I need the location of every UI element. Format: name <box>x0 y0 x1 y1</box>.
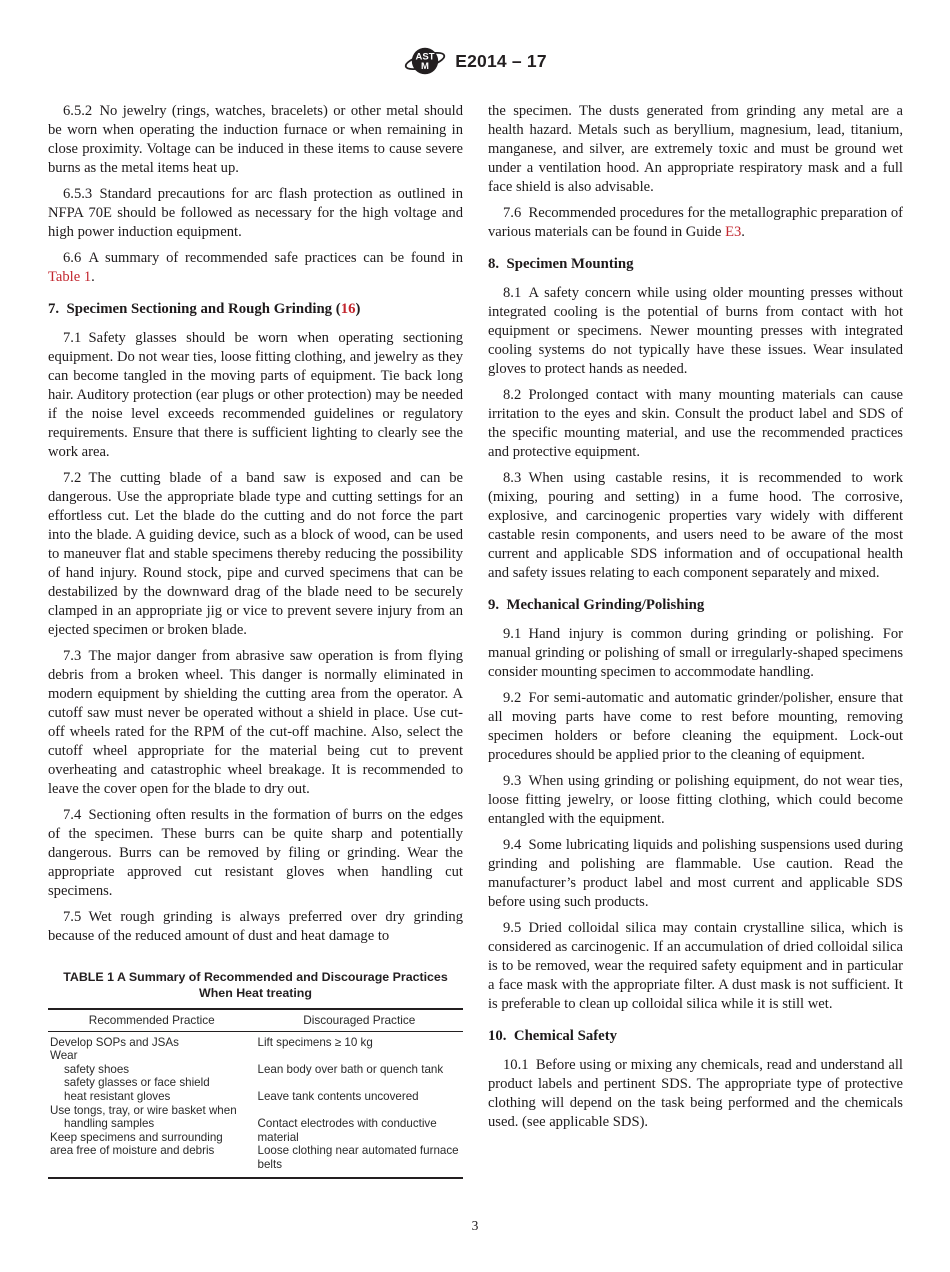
right-column <box>488 102 903 1139</box>
table-1-title <box>48 970 463 1001</box>
two-column-body <box>48 102 903 1179</box>
paragraph-9-3: 9.3 When using grinding or polishing equipment, do not wear ties, loose fitting jewelry, or loose fitting clothing, which could become entangled with the equipment. <box>488 773 903 827</box>
paragraph-9-4: 9.4 Some lubricating liquids and polishing suspensions used during grinding and polishing are flammable. Use caution. Read the manufacturer’s product label and most current and applicable SDS before using such products. <box>488 837 903 910</box>
recommended-practice-header: Recommended Practice <box>48 1009 256 1031</box>
paragraph-9-2: 9.2 For semi-automatic and automatic grinder/polisher, ensure that all moving parts have come to rest before mounting, removing specimen holders or before cleaning the equipment. Lock-out procedures should be applied prior to the cleaning of equipment. <box>488 690 903 763</box>
paragraph-6-6-text: 6.6 A summary of recommended safe practices can be found in <box>63 250 463 266</box>
document-header <box>48 44 903 78</box>
recommended-cell <box>48 1158 256 1178</box>
paragraph-7-6 <box>488 204 903 242</box>
recommended-cell: Wear <box>50 1049 78 1063</box>
section-7-heading-text: 7. Specimen Sectioning and Rough Grinding ( <box>48 301 341 317</box>
discouraged-cell: Lean body over bath or quench tank <box>257 1062 444 1076</box>
table-row <box>48 1104 463 1118</box>
recommended-cell: handling samples <box>64 1117 155 1131</box>
standard-designation: E2014 – 17 <box>455 50 547 71</box>
paragraph-7-6-end: . <box>741 224 745 240</box>
discouraged-cell <box>256 1049 464 1063</box>
recommended-cell: area free of moisture and debris <box>50 1144 215 1158</box>
paragraph-6-5-3: 6.5.3 Standard precautions for arc flash protection as outlined in NFPA 70E should be followed as necessary for the high voltage and high power induction equipment. <box>48 186 463 240</box>
discouraged-practice-header: Discouraged Practice <box>256 1009 464 1031</box>
recommended-cell: safety glasses or face shield <box>64 1076 210 1090</box>
paragraph-7-4: 7.4 Sectioning often results in the formation of burrs on the edges of the specimen. These burrs can be quite sharp and potentially dangerous. Burrs can be removed by filing or grinding. Wear the appropriate approved cut resistant gloves when handling cut specimens. <box>48 807 463 899</box>
svg-text:M: M <box>421 61 430 72</box>
svg-text:AST: AST <box>415 51 435 63</box>
table-row <box>48 1090 463 1104</box>
table-1-grid <box>48 1008 463 1179</box>
discouraged-cell: Contact electrodes with conductive <box>257 1117 437 1131</box>
table-row <box>48 1076 463 1090</box>
table-row <box>48 1049 463 1063</box>
table-header-row <box>48 1009 463 1031</box>
astm-logo-icon <box>404 44 446 78</box>
discouraged-cell: Leave tank contents uncovered <box>257 1089 419 1103</box>
section-10-heading: 10. Chemical Safety <box>488 1028 618 1044</box>
paragraph-8-1: 8.1 A safety concern while using older mounting presses without integrated cooling is the potential of burns from contact with hot equipment or specimens. Newer mounting presses with integrated cooling systems do not typically have these issues. Wear insulated gloves to protect hands as needed. <box>488 285 903 377</box>
guide-e3-link[interactable]: E3 <box>725 224 742 240</box>
footnote-16-link[interactable]: 16 <box>340 301 356 317</box>
recommended-cell: Keep specimens and surrounding <box>50 1130 223 1144</box>
paragraph-7-3: 7.3 The major danger from abrasive saw operation is from flying debris from a broken wheel. This danger is normally eliminated in modern equipment by shielding the cutting area from the operator. A cutoff saw must never be operated without a shield in place. Use cut-off wheels rated for the RPM of the cut-off machine. Also, select the cutoff wheel appropriate for the material being cut to prevent overheating and catastrophic wheel breakage. It is recommended to leave the cover open for the blade to dry out. <box>48 648 463 797</box>
paragraph-7-2: 7.2 The cutting blade of a band saw is exposed and can be dangerous. Use the appropriate blade type and cutting settings for an effortless cut. Let the blade do the cutting and do not force the part into the blade. A guiding device, such as a block of wood, can be used to maneuver flat and stable specimens thereby reducing the possibility of hand injury. Round stock, pipe and curved specimens that can be destabilized by the downward drag of the blade need to be securely clamped in an appropriate jig or vice to prevent severe injury from an ejected specimen or broken blade. <box>48 470 463 638</box>
paragraph-7-5: 7.5 Wet rough grinding is always preferred over dry grinding because of the reduced amount of dust and heat damage to <box>48 909 463 944</box>
section-9-heading: 9. Mechanical Grinding/Polishing <box>488 597 705 613</box>
paragraph-9-5: 9.5 Dried colloidal silica may contain crystalline silica, which is considered as carcinogenic. If an accumulation of dried colloidal silica is to be removed, wear the required safety equipment and in particular a face mask with the appropriate filter. A dust mask is not sufficient. It is preferable to clean up colloidal silica while it is still wet. <box>488 920 903 1012</box>
discouraged-cell: Loose clothing near automated furnace <box>257 1144 459 1158</box>
left-column <box>48 102 463 1179</box>
table-row <box>48 1117 463 1131</box>
discouraged-cell <box>256 1076 464 1090</box>
recommended-cell: Use tongs, tray, or wire basket when <box>50 1103 237 1117</box>
table-row <box>48 1031 463 1049</box>
paragraph-6-6-end: . <box>91 269 95 285</box>
table-row <box>48 1131 463 1145</box>
discouraged-cell: belts <box>257 1157 282 1171</box>
discouraged-cell: Lift specimens ≥ 10 kg <box>257 1035 373 1049</box>
table-row <box>48 1144 463 1158</box>
paragraph-7-5-continued: the specimen. The dusts generated from grinding any metal are a health hazard. Metals such as beryllium, magnesium, lead, titanium, manganese, and silver, are extremely toxic and must be ground wet under a ventilation hood. An appropriate respiratory mask and a full face shield is also advisable. <box>488 103 903 195</box>
table-1-crossref-link[interactable]: Table 1 <box>48 269 92 285</box>
paragraph-6-5-2: 6.5.2 No jewelry (rings, watches, bracelets) or other metal should be worn when operating the induction furnace or when remaining in close proximity. Voltage can be induced in these items to cause severe burns as the metal items heat up. <box>48 103 463 176</box>
paragraph-10-1: 10.1 Before using or mixing any chemicals, read and understand all product labels and pertinent SDS. The appropriate type of protective clothing will depend on the task being performed and the chemicals used. (see applicable SDS). <box>488 1057 903 1130</box>
discouraged-cell: material <box>257 1130 299 1144</box>
paragraph-7-6-text: 7.6 Recommended procedures for the metallographic preparation of various materials can be found in Guide <box>488 205 903 240</box>
table-1-title-line2: When Heat treating <box>199 985 312 1000</box>
paragraph-6-6 <box>48 249 463 287</box>
recommended-cell: safety shoes <box>64 1062 130 1076</box>
paragraph-8-3: 8.3 When using castable resins, it is recommended to work (mixing, pouring and setting) in a fume hood. The corrosive, explosive, and carcinogenic properties vary widely with different castable resin components, and users need to be aware of the most current and applicable SDS information and of occupational health and safety issues relating to each component separately and mixed. <box>488 470 903 581</box>
section-7-heading-end: ) <box>355 301 361 317</box>
discouraged-cell <box>256 1104 464 1118</box>
paragraph-8-2: 8.2 Prolonged contact with many mounting materials can cause irritation to the eyes and skin. Consult the product label and SDS of the specific mounting material, and use the recommended practices and protective equipment. <box>488 387 903 460</box>
table-row <box>48 1158 463 1178</box>
table-1-title-line1: TABLE 1 A Summary of Recommended and Discourage Practices <box>63 970 448 984</box>
section-8-heading: 8. Specimen Mounting <box>488 256 634 272</box>
recommended-cell: Develop SOPs and JSAs <box>50 1035 179 1049</box>
table-1 <box>48 970 463 1179</box>
paragraph-7-1: 7.1 Safety glasses should be worn when operating sectioning equipment. Do not wear ties, loose fitting clothing, and jewelry as they can become tangled in the moving parts of equipment. Tie back long hair. Auditory protection (ear plugs or other protection) may be needed if the noise level exceeds recommended guidelines or regulatory requirements. Ensure that there is sufficient lighting to clearly see the work area. <box>48 330 463 460</box>
recommended-cell: heat resistant gloves <box>64 1089 171 1103</box>
page-footer <box>0 1218 950 1234</box>
paragraph-9-1: 9.1 Hand injury is common during grinding or polishing. For manual grinding or polishing of small or irregularly-shaped specimens consider mounting specimen to accommodate handling. <box>488 626 903 680</box>
page-number: 3 <box>471 1218 479 1233</box>
section-7-heading <box>48 300 463 319</box>
table-row <box>48 1063 463 1077</box>
